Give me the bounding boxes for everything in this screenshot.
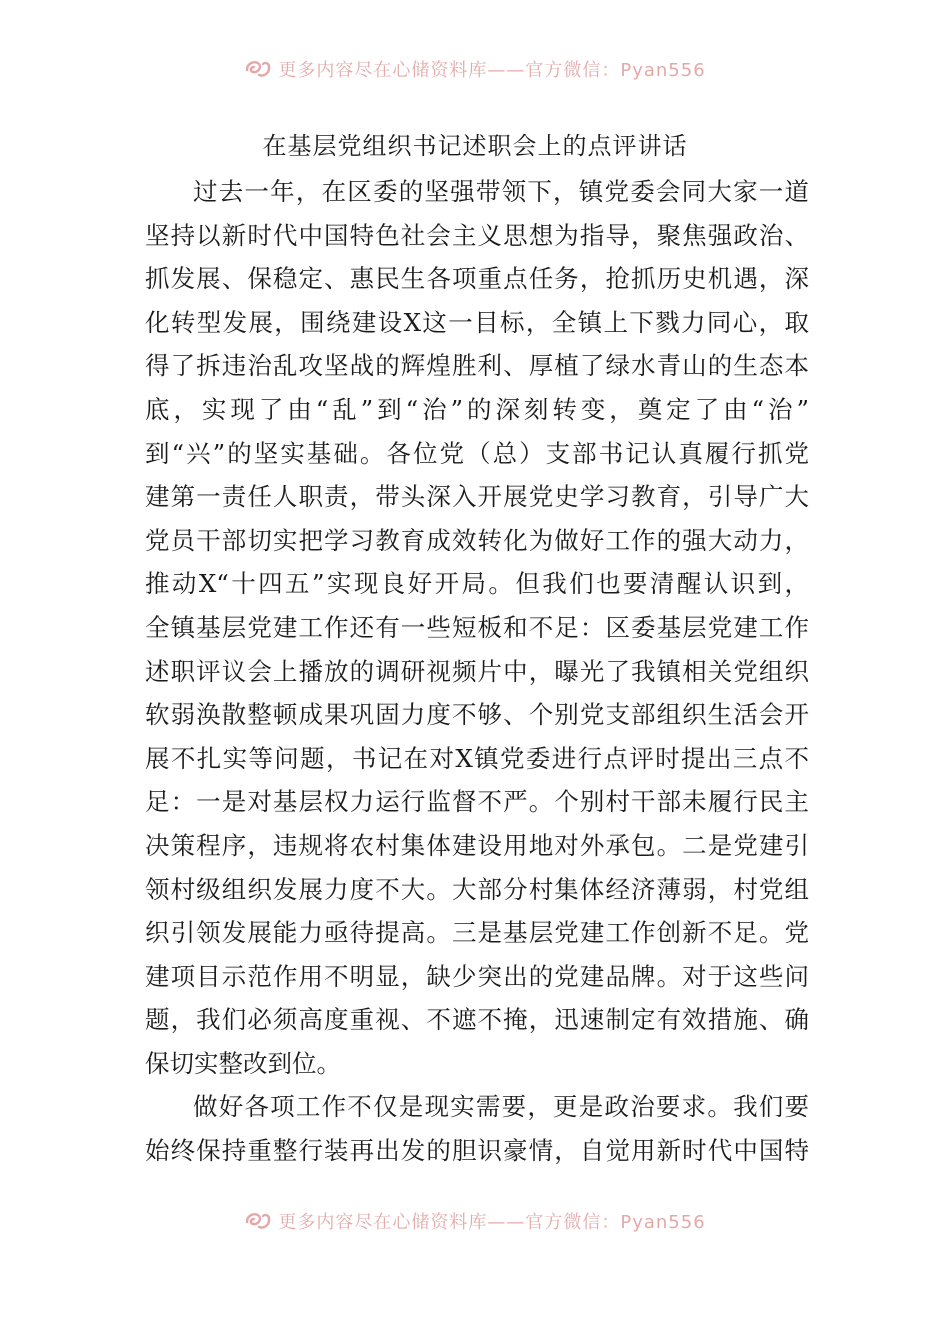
text-line-10: 推动X“十四五”实现良好开局。但我们也要清醒认识到， — [145, 569, 809, 599]
text-line-11: 全镇基层党建工作还有一些短板和不足：区委基层党建工作 — [145, 612, 809, 642]
watermark-text: 更多内容尽在心储资料库——官方微信：Pyan556 — [278, 60, 706, 81]
text-line-15: 足：一是对基层权力运行监督不严。个别村干部未履行民主 — [145, 787, 809, 817]
watermark-logo-icon — [244, 57, 272, 81]
text-line-16: 决策程序，违规将农村集体建设用地对外承包。二是党建引 — [145, 830, 809, 860]
text-line-3: 抓发展、保稳定、惠民生各项重点任务，抢抓历史机遇，深 — [145, 264, 809, 294]
text-line-20: 题，我们必须高度重视、不遮不掩，迅速制定有效措施、确 — [145, 1005, 809, 1035]
document-title: 在基层党组织书记述职会上的点评讲话 — [262, 132, 688, 160]
footer-watermark — [0, 1206, 950, 1236]
text-line-5: 得了拆违治乱攻坚战的辉煌胜利、厚植了绿水青山的生态本 — [145, 351, 809, 381]
text-line-19: 建项目示范作用不明显，缺少突出的党建品牌。对于这些问 — [145, 961, 809, 991]
text-line-6: 底，实现了由“乱”到“治”的深刻转变，奠定了由“治” — [145, 394, 809, 424]
text-line-4: 化转型发展，围绕建设X这一目标，全镇上下戮力同心，取 — [145, 307, 809, 337]
text-line-7: 到“兴”的坚实基础。各位党（总）支部书记认真履行抓党 — [145, 438, 809, 468]
text-line-17: 领村级组织发展力度不大。大部分村集体经济薄弱，村党组 — [145, 874, 809, 904]
watermark-text: 更多内容尽在心储资料库——官方微信：Pyan556 — [278, 1212, 706, 1233]
text-line-22: 做好各项工作不仅是现实需要，更是政治要求。我们要 — [193, 1092, 809, 1122]
text-line-12: 述职评议会上播放的调研视频片中，曝光了我镇相关党组织 — [145, 656, 809, 686]
text-line-18: 织引领发展能力亟待提高。三是基层党建工作创新不足。党 — [145, 918, 809, 948]
text-line-1: 过去一年，在区委的坚强带领下，镇党委会同大家一道 — [193, 177, 809, 206]
text-line-14: 展不扎实等问题，书记在对X镇党委进行点评时提出三点不 — [145, 743, 809, 773]
text-line-13: 软弱涣散整顿成果巩固力度不够、个别党支部组织生活会开 — [145, 700, 809, 730]
text-line-21: 保切实整改到位。 — [145, 1048, 341, 1078]
text-line-8: 建第一责任人职责，带头深入开展党史学习教育，引导广大 — [145, 482, 809, 512]
watermark-logo-icon — [244, 1209, 272, 1233]
header-watermark — [0, 54, 950, 84]
text-line-9: 党员干部切实把学习教育成效转化为做好工作的强大动力， — [145, 525, 809, 555]
document-body — [145, 170, 809, 1173]
text-line-23: 始终保持重整行装再出发的胆识豪情，自觉用新时代中国特 — [145, 1136, 809, 1166]
text-line-2: 坚持以新时代中国特色社会主义思想为指导，聚焦强政治、 — [145, 220, 809, 250]
